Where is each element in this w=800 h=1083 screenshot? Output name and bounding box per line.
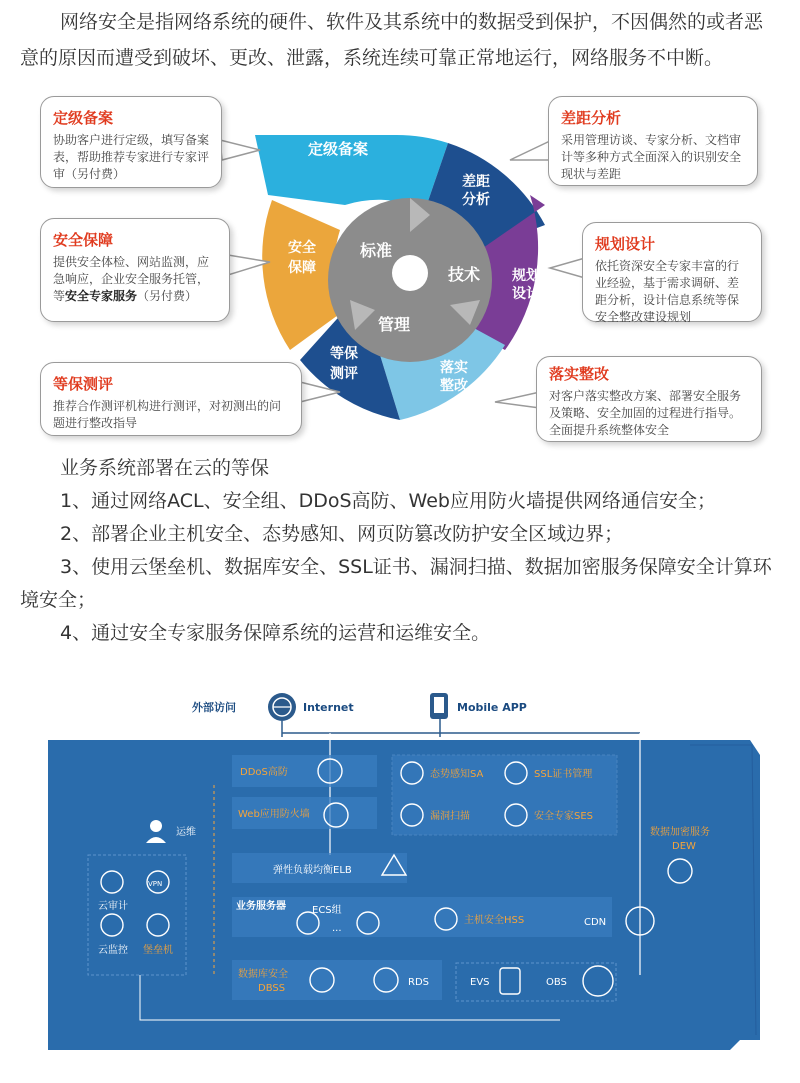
- wheel-label-anquan-2: 保障: [288, 260, 316, 276]
- callout-chaju-body: 采用管理访谈、专家分析、文档审计等多种方式全面深入的识别安全现状与差距: [561, 133, 742, 181]
- cdn-label: CDN: [584, 917, 607, 928]
- waf-label: Web应用防火墙: [238, 809, 310, 820]
- callout-chaju: [548, 96, 758, 186]
- sa-label: 态势感知SA: [430, 769, 484, 780]
- rds-label: RDS: [408, 977, 429, 988]
- elb-label: 弹性负载均衡ELB: [273, 865, 352, 876]
- callout-dengbao-title: 等保测评: [53, 375, 114, 393]
- deploy-item: 4、通过安全专家服务保障系统的运营和运维安全。: [60, 622, 491, 644]
- deploy-title: 业务系统部署在云的等保: [60, 457, 270, 479]
- callout-luoshi-body: 对客户落实整改方案、部署安全服务及策略、安全加固的过程进行指导。全面提升系统整体安全: [549, 389, 742, 437]
- wheel-center: [392, 255, 428, 291]
- callout-luoshi: [536, 356, 762, 442]
- wheel-label-luoshi-1: 落实: [440, 360, 468, 376]
- callout-luoshi-title: 落实整改: [549, 365, 610, 383]
- wheel-label-chaju-2: 分析: [462, 192, 490, 208]
- deploy-section: [20, 452, 780, 650]
- callout-chaju-title: 差距分析: [561, 109, 622, 127]
- arch-external-label: 外部访问: [192, 701, 236, 714]
- wheel-inner-biaozhun: 标准: [360, 241, 393, 260]
- vpn-label: VPN: [148, 880, 163, 888]
- architecture-diagram: [0, 675, 800, 1083]
- wheel-label-chaju-1: 差距: [462, 174, 490, 190]
- arch-mobile-label: Mobile APP: [457, 701, 527, 714]
- ssl-label: SSL证书管理: [534, 769, 593, 780]
- cts-label: 云审计: [98, 901, 128, 912]
- callout-dingji-title: 定级备案: [53, 109, 114, 127]
- callout-dingji-body: 协助客户进行定级，填写备案表，帮助推荐专家进行专家评审（另付费）: [53, 133, 210, 181]
- callout-dengbao-body: 推荐合作测评机构进行测评，对初测出的问题进行整改指导: [53, 399, 282, 430]
- dbss-label-1: 数据库安全: [238, 969, 288, 980]
- callout-dengbao: [40, 362, 302, 436]
- callout-anquan-title: 安全保障: [53, 231, 114, 249]
- wheel-label-guihua-1: 规划: [512, 268, 540, 284]
- biz-label: 业务服务器: [236, 901, 286, 912]
- deploy-item: 3、使用云堡垒机、数据库安全、SSL证书、漏洞扫描、数据加密服务保障安全计算环境安全；: [20, 556, 772, 611]
- dbss-label-2: DBSS: [258, 983, 286, 994]
- intro-paragraph: 网络安全是指网络系统的硬件、软件及其系统中的数据受到保护，不因偶然的或者恶意的原因而遭受到破坏、更改、泄露，系统连续可靠正常地运行，网络服务不中断。: [20, 11, 764, 69]
- ecs-label: ECS组: [312, 905, 342, 916]
- callout-anquan-body: 提供安全体检、网站监测，应急响应，企业安全服务托管，等安全专家服务（另付费）: [53, 255, 210, 303]
- wheel-label-dengbao-2: 测评: [330, 366, 358, 382]
- dew-label-1: 数据加密服务: [650, 827, 710, 838]
- ops-user-icon: [150, 820, 162, 832]
- ddos-label: DDoS高防: [240, 767, 288, 778]
- callout-guihua: [582, 222, 762, 322]
- callout-guihua-title: 规划设计: [595, 235, 656, 253]
- wheel-label-luoshi-2: 整改: [440, 378, 468, 394]
- dew-label-2: DEW: [672, 841, 696, 852]
- callout-anquan: [40, 218, 230, 322]
- scan-label: 漏洞扫描: [430, 811, 470, 822]
- ops-label: 运维: [176, 827, 196, 838]
- wheel-label-anquan-1: 安全: [288, 240, 316, 256]
- evs-label: EVS: [470, 977, 490, 988]
- wheel-label-dingji: 定级备案: [308, 140, 369, 158]
- wheel-inner-guanli: 管理: [378, 315, 411, 334]
- obs-label: OBS: [546, 977, 567, 988]
- wheel-inner-jishu: 技术: [448, 265, 481, 284]
- wheel-label-dengbao-1: 等保: [330, 346, 358, 362]
- ecs-dots: ...: [332, 923, 342, 934]
- hss-label: 主机安全HSS: [464, 915, 525, 926]
- arch-internet-label: Internet: [303, 701, 354, 714]
- cbh-label: 堡垒机: [143, 945, 173, 956]
- wheel-label-guihua-2: 设计: [512, 286, 540, 302]
- callout-guihua-body: 依托资深安全专家丰富的行业经验，基于需求调研、差距分析，设计信息系统等保安全整改建设规划: [595, 259, 740, 324]
- ses-label: 安全专家SES: [534, 811, 594, 822]
- deploy-item: 1、通过网络ACL、安全组、DDoS高防、Web应用防火墙提供网络通信安全；: [60, 490, 716, 512]
- deploy-item: 2、部署企业主机安全、态势感知、网页防篡改防护安全区域边界；: [60, 523, 624, 545]
- callout-dingji: [40, 96, 222, 188]
- ces-label: 云监控: [98, 945, 128, 956]
